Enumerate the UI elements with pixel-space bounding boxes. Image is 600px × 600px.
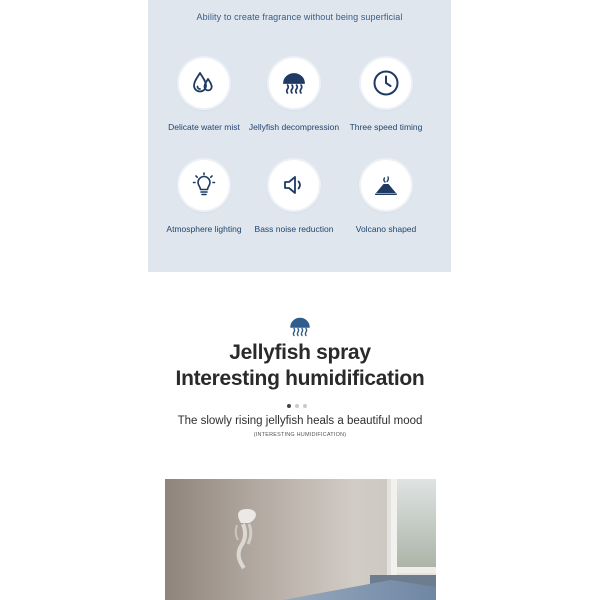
speaker-icon [279,170,309,200]
feature-label: Jellyfish decompression [248,122,340,132]
headline-line-2: Interesting humidification [175,367,425,390]
tagline-sub: (INTERESTING HUMIDIFICATION) [253,432,347,438]
jellyfish-logo-icon [289,316,311,338]
jellyfish-icon [279,68,309,98]
feature-icon-circle [179,58,229,108]
carousel-dot[interactable] [303,404,307,408]
product-photo [165,479,436,600]
lightbulb-icon [189,170,219,200]
headline-line-1: Jellyfish spray [229,341,371,364]
water-drops-icon [189,68,219,98]
tagline: The slowly rising jellyfish heals a beautiful mood [177,415,423,427]
feature-icon-circle [179,160,229,210]
feature-lighting [154,160,254,234]
features-panel [148,0,451,272]
feature-timing [336,58,436,132]
clock-icon [371,68,401,98]
feature-label: Atmosphere lighting [166,224,242,234]
photo-illustration [165,479,436,600]
feature-label: Volcano shaped [355,224,417,234]
feature-label: Bass noise reduction [254,224,334,234]
feature-jellyfish [244,58,344,132]
feature-label: Delicate water mist [168,122,240,132]
feature-icon-circle [269,160,319,210]
feature-water-mist [154,58,254,132]
feature-volcano [336,160,436,234]
features-subtitle: Ability to create fragrance without being superficial [196,12,403,22]
feature-icon-circle [269,58,319,108]
feature-icon-circle [361,58,411,108]
feature-icon-circle [361,160,411,210]
feature-label: Three speed timing [349,122,423,132]
carousel-dots [287,404,307,409]
volcano-icon [371,170,401,200]
carousel-dot[interactable] [295,404,299,408]
feature-noise-reduction [244,160,344,234]
carousel-dot-active[interactable] [287,404,291,408]
